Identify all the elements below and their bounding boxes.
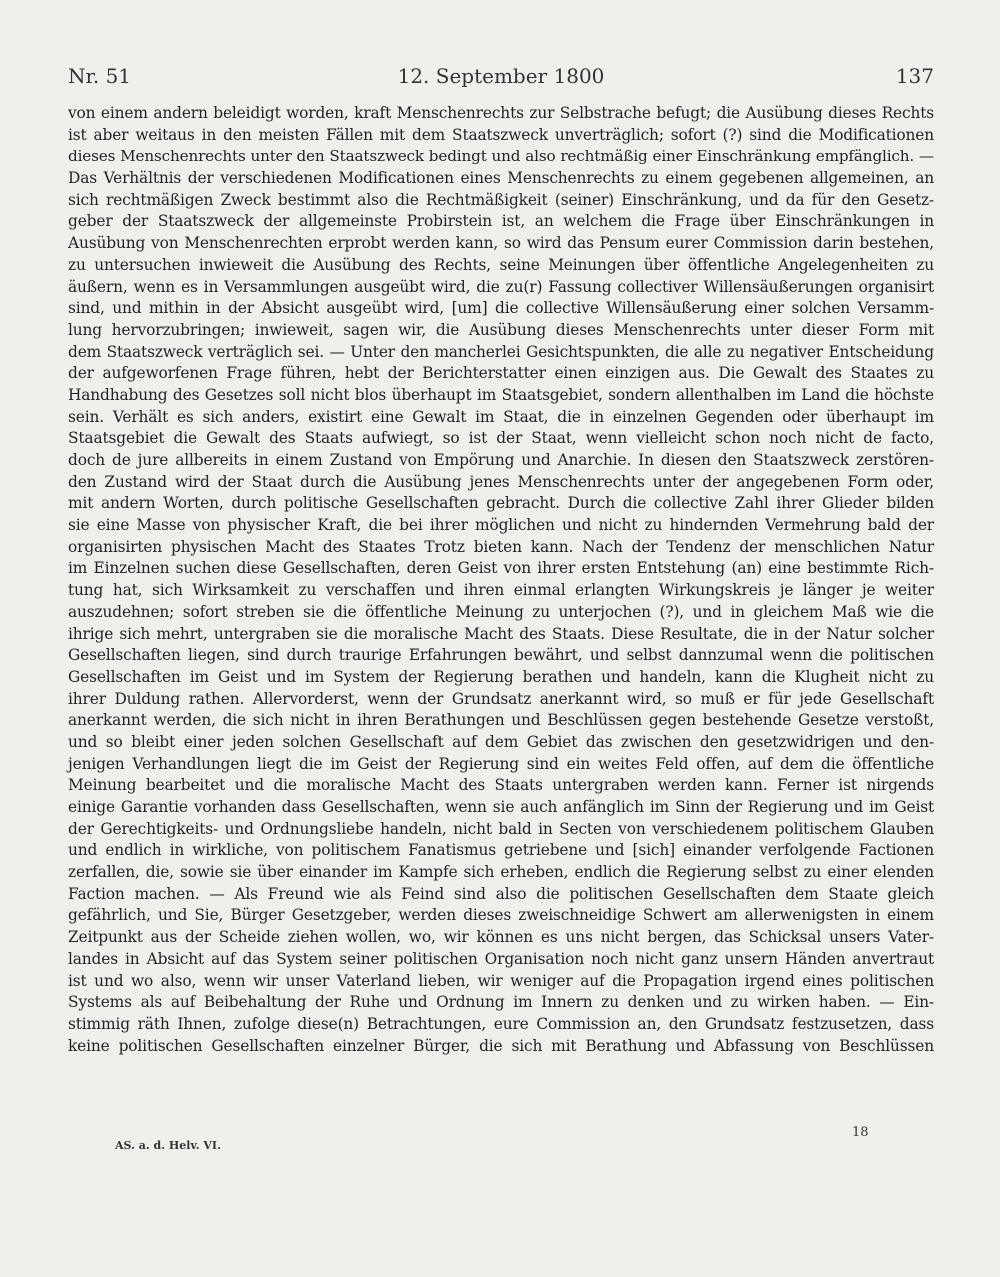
- text-line: äußern, wenn es in Versammlungen ausgeübt wird, die zu(r) Fassung collectiver Willensäußerungen organisirt: [68, 277, 934, 296]
- text-line: mit andern Worten, durch politische Gesellschaften gebracht. Durch die collective Zahl ihrer Glieder bilden: [68, 494, 934, 513]
- text-line: ist und wo also, wenn wir unser Vaterland lieben, wir weniger auf die Propagation irgend eines politischen: [68, 971, 934, 990]
- text-line: Zeitpunkt aus der Scheide ziehen wollen, wo, wir können es uns nicht bergen, das Schicksal unsers Vater-: [68, 928, 934, 947]
- text-line: Ausübung von Menschenrechten erprobt werden kann, so wird das Pensum eurer Commission darin bestehen,: [68, 234, 934, 253]
- text-line: jenigen Verhandlungen liegt die im Geist der Regierung sind ein weites Feld offen, auf dem die öffentliche: [68, 754, 934, 773]
- text-line: Das Verhältnis der verschiedenen Modificationen eines Menschenrechts zu einem gegebenen allgemeinen, an: [68, 169, 934, 188]
- text-line: und so bleibt einer jeden solchen Gesellschaft auf dem Gebiet das zwischen den gesetzwidrigen und den-: [68, 732, 934, 751]
- text-line: den Zustand wird der Staat durch die Ausübung jenes Menschenrechts unter der angegebenen Form oder,: [68, 472, 934, 491]
- text-line: Staatsgebiet die Gewalt des Staats aufwiegt, so ist der Staat, wenn vielleicht schon noch nicht de facto,: [68, 429, 934, 448]
- text-line: Meinung bearbeitet und die moralische Macht des Staats untergraben werden kann. Ferner ist nirgends: [68, 776, 934, 795]
- text-line: gefährlich, und Sie, Bürger Gesetzgeber, werden dieses zweischneidige Schwert am allerwenigsten in einem: [68, 906, 934, 925]
- text-line: stimmig räth Ihnen, zufolge diese(n) Betrachtungen, eure Commission an, den Grundsatz festzusetzen, dass: [68, 1014, 934, 1033]
- text-line: zu untersuchen inwieweit die Ausübung des Rechts, seine Meinungen über öffentliche Angelegenheiten zu: [68, 255, 934, 274]
- text-line: zerfallen, die, sowie sie über einander im Kampfe sich erheben, endlich die Regierung selbst zu einer elenden: [68, 863, 934, 882]
- text-line: der Gerechtigkeits- und Ordnungsliebe handeln, nicht bald in Secten von verschiedenem politischem Glauben: [68, 819, 934, 838]
- text-line: sein. Verhält es sich anders, existirt eine Gewalt im Staat, die in einzelnen Gegenden oder überhaupt im: [68, 407, 934, 426]
- text-line: landes in Absicht auf das System seiner politischen Organisation noch nicht ganz unsern Händen anvertraut: [68, 949, 934, 968]
- text-line: von einem andern beleidigt worden, kraft Menschenrechts zur Selbstrache befugt; die Ausübung dieses Rechts: [68, 104, 934, 122]
- text-line: tung hat, sich Wirksamkeit zu verschaffen und ihren einmal erlangten Wirkungskreis je länger je weiter: [68, 581, 934, 600]
- signature-mark: AS. a. d. Helv. VI.: [115, 1139, 221, 1152]
- text-line: auszudehnen; sofort streben sie die öffentliche Meinung zu unterjochen (?), und in gleichem Maß wie die: [68, 602, 934, 621]
- text-line: Gesellschaften liegen, sind durch traurige Erfahrungen bewährt, und selbst dannzumal wenn die politischen: [68, 646, 934, 665]
- text-line: Systems als auf Beibehaltung der Ruhe und Ordnung im Innern zu denken und zu wirken haben. — Ein-: [68, 993, 934, 1012]
- text-line: Handhabung des Gesetzes soll nicht blos überhaupt im Staatsgebiet, sondern allenthalben im Land die höchste: [68, 385, 934, 404]
- body-text: [68, 103, 934, 1057]
- text-line: geber der Staatszweck der allgemeinste Probirstein ist, an welchem die Frage über Einschränkungen in: [68, 212, 934, 231]
- text-line: ihrer Duldung rathen. Allervorderst, wenn der Grundsatz anerkannt wird, so muß er für jede Gesellschaft: [68, 689, 934, 708]
- text-line: sind, und mithin in der Absicht ausgeübt wird, [um] die collective Willensäußerung einer solchen Versamm-: [68, 299, 934, 318]
- text-line: ist aber weitaus in den meisten Fällen mit dem Staatszweck unverträglich; sofort (?) sind die Modificationen: [68, 125, 934, 144]
- sheet-number: 18: [852, 1125, 869, 1140]
- text-line: organisirten physischen Macht des Staates Trotz bieten kann. Nach der Tendenz der menschlichen Natur: [68, 537, 934, 556]
- text-line: dieses Menschenrechts unter den Staatszweck bedingt und also rechtmäßig einer Einschränkung empfänglich. —: [68, 147, 934, 166]
- text-line: sich rechtmäßigen Zweck bestimmt also die Rechtmäßigkeit (seiner) Einschränkung, und da für den Gesetz-: [68, 190, 934, 209]
- text-line: sie eine Masse von physischer Kraft, die bei ihrer möglichen und nicht zu hindernden Vermehrung bald der: [68, 516, 934, 535]
- text-line: der aufgeworfenen Frage führen, hebt der Berichterstatter einen einzigen aus. Die Gewalt des Staates zu: [68, 364, 934, 383]
- text-line: einige Garantie vorhanden dass Gesellschaften, wenn sie auch anfänglich im Sinn der Regierung und im Geist: [68, 798, 934, 816]
- text-line: ihrige sich mehrt, untergraben sie die moralische Macht des Staats. Diese Resultate, die in der Natur solcher: [68, 624, 934, 643]
- text-line: Gesellschaften im Geist und im System der Regierung berathen und handeln, kann die Klugheit nicht zu: [68, 667, 934, 686]
- text-line: lung hervorzubringen; inwieweit, sagen wir, die Ausübung dieses Menschenrechts unter dieser Form mit: [68, 320, 934, 339]
- text-line: dem Staatszweck verträglich sei. — Unter den mancherlei Gesichtspunkten, die alle zu negativer Entscheidung: [68, 342, 934, 361]
- text-line: und endlich in wirkliche, von politischem Fanatismus getriebene und [sich] einander verfolgende Factionen: [68, 841, 934, 860]
- document-date: 12. September 1800: [397, 64, 605, 88]
- text-line: doch de jure allbereits in einem Zustand von Empörung und Anarchie. In diesen den Staatszweck zerstören-: [68, 451, 934, 469]
- document-number: Nr. 51: [68, 64, 132, 88]
- text-line: anerkannt werden, die sich nicht in ihren Berathungen und Beschlüssen gegen bestehende Gesetze verstoßt,: [68, 711, 934, 730]
- text-line: Faction machen. — Als Freund wie als Feind sind also die politischen Gesellschaften dem Staate gleich: [68, 884, 934, 903]
- text-line: keine politischen Gesellschaften einzelner Bürger, die sich mit Berathung und Abfassung von Beschlüssen: [68, 1036, 934, 1055]
- text-line: im Einzelnen suchen diese Gesellschaften, deren Geist von ihrer ersten Entstehung (an) eine bestimmte Rich-: [68, 559, 934, 578]
- page-number: 137: [895, 64, 934, 88]
